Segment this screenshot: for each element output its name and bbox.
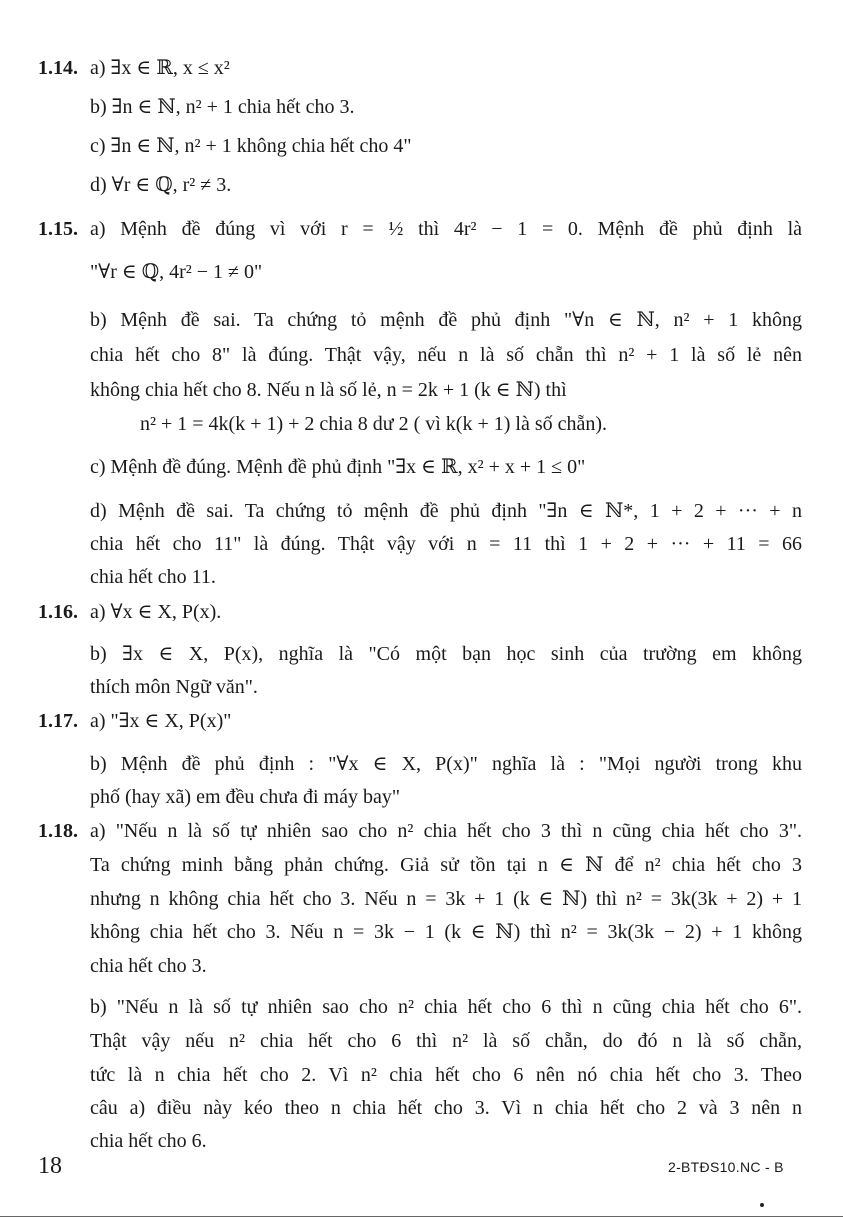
print-mark: [760, 1203, 764, 1207]
exercise-number-1-16: 1.16.: [38, 601, 78, 623]
exercise-number-1-18: 1.18.: [38, 820, 78, 842]
text-line: Ta chứng minh bằng phản chứng. Giả sử tồn tại n ∈ ℕ để n² chia hết cho 3: [90, 854, 802, 876]
text-line: b) ∃x ∈ X, P(x), nghĩa là "Có một bạn học sinh của trường em không: [90, 643, 802, 665]
footer-code: 2-BTĐS10.NC - B: [668, 1159, 784, 1175]
equation-line: n² + 1 = 4k(k + 1) + 2 chia 8 dư 2 ( vì k(k + 1) là số chẵn).: [140, 413, 608, 435]
text-line: chia hết cho 11.: [90, 566, 216, 588]
text-line: a) ∃x ∈ ℝ, x ≤ x²: [90, 57, 230, 79]
text-line: a) ∀x ∈ X, P(x).: [90, 601, 222, 623]
text-line: chia hết cho 3.: [90, 955, 207, 977]
text-line: "∀r ∈ ℚ, 4r² − 1 ≠ 0": [90, 261, 263, 283]
bottom-rule: [0, 1216, 843, 1217]
text-line: a) "Nếu n là số tự nhiên sao cho n² chia hết cho 3 thì n cũng chia hết cho 3".: [90, 820, 802, 842]
text-line: chia hết cho 11" là đúng. Thật vậy với n = 11 thì 1 + 2 + ··· + 11 = 66: [90, 533, 802, 555]
text-line: thích môn Ngữ văn".: [90, 676, 258, 698]
text-line: b) "Nếu n là số tự nhiên sao cho n² chia hết cho 6 thì n cũng chia hết cho 6".: [90, 996, 802, 1018]
exercise-number-1-15: 1.15.: [38, 218, 78, 240]
text-line: phố (hay xã) em đều chưa đi máy bay": [90, 786, 401, 808]
text-line: d) Mệnh đề sai. Ta chứng tỏ mệnh đề phủ định "∃n ∈ ℕ*, 1 + 2 + ··· + n: [90, 500, 802, 522]
text-line: Thật vậy nếu n² chia hết cho 6 thì n² là số chẵn, do đó n là số chẵn,: [90, 1030, 802, 1052]
exercise-number-1-17: 1.17.: [38, 710, 78, 732]
text-line: chia hết cho 6.: [90, 1130, 207, 1152]
text-line: d) ∀r ∈ ℚ, r² ≠ 3.: [90, 174, 232, 196]
text-line: nhưng n không chia hết cho 3. Nếu n = 3k + 1 (k ∈ ℕ) thì n² = 3k(3k + 2) + 1: [90, 888, 802, 910]
text-line: c) ∃n ∈ ℕ, n² + 1 không chia hết cho 4": [90, 135, 412, 157]
text-line: b) Mệnh đề phủ định : "∀x ∈ X, P(x)" nghĩa là : "Mọi người trong khu: [90, 753, 802, 775]
text-line: chia hết cho 8" là đúng. Thật vậy, nếu n là số chẵn thì n² + 1 là số lẻ nên: [90, 344, 802, 366]
text-line: c) Mệnh đề đúng. Mệnh đề phủ định "∃x ∈ ℝ, x² + x + 1 ≤ 0": [90, 456, 586, 478]
text-line: tức là n chia hết cho 2. Vì n² chia hết cho 6 nên nó chia hết cho 3. Theo: [90, 1064, 802, 1086]
text-line: a) "∃x ∈ X, P(x)": [90, 710, 232, 732]
page-number: 18: [38, 1153, 62, 1179]
text-line: b) ∃n ∈ ℕ, n² + 1 chia hết cho 3.: [90, 96, 355, 118]
text-line: câu a) điều này kéo theo n chia hết cho 3. Vì n chia hết cho 2 và 3 nên n: [90, 1097, 802, 1119]
text-line: không chia hết cho 3. Nếu n = 3k − 1 (k ∈ ℕ) thì n² = 3k(3k − 2) + 1 không: [90, 921, 802, 943]
text-line: a) Mệnh đề đúng vì với r = ½ thì 4r² − 1 = 0. Mệnh đề phủ định là: [90, 218, 802, 240]
text-line: b) Mệnh đề sai. Ta chứng tỏ mệnh đề phủ định "∀n ∈ ℕ, n² + 1 không: [90, 309, 802, 331]
text-line: không chia hết cho 8. Nếu n là số lẻ, n = 2k + 1 (k ∈ ℕ) thì: [90, 379, 567, 401]
exercise-number-1-14: 1.14.: [38, 57, 78, 79]
